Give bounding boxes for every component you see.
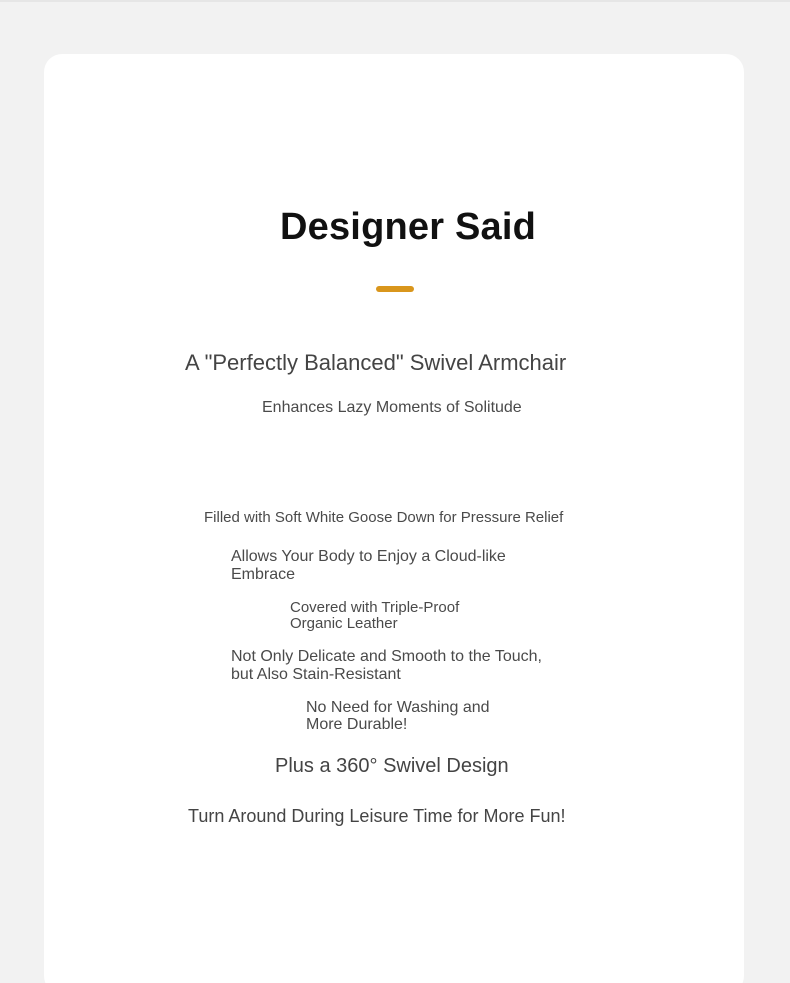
feature-line-stain-resistant: Not Only Delicate and Smooth to the Touch, but Also Stain-Resistant xyxy=(231,648,542,683)
top-divider xyxy=(0,0,790,2)
content-card xyxy=(44,54,744,983)
section-subtitle: A "Perfectly Balanced" Swivel Armchair xyxy=(185,350,567,375)
feature-line-goose-down: Filled with Soft White Goose Down for Pressure Relief xyxy=(204,509,564,526)
feature-line-leisure: Turn Around During Leisure Time for More Fun! xyxy=(188,806,566,826)
section-title: Designer Said xyxy=(280,206,537,248)
feature-line-cloud-embrace: Allows Your Body to Enjoy a Cloud-like Embrace xyxy=(231,548,506,583)
feature-line-durable: No Need for Washing and More Durable! xyxy=(306,699,490,733)
title-accent-bar xyxy=(376,286,414,292)
feature-line-swivel: Plus a 360° Swivel Design xyxy=(275,755,509,777)
feature-line-solitude: Enhances Lazy Moments of Solitude xyxy=(262,399,522,416)
feature-line-organic-leather: Covered with Triple-Proof Organic Leather xyxy=(290,599,460,632)
